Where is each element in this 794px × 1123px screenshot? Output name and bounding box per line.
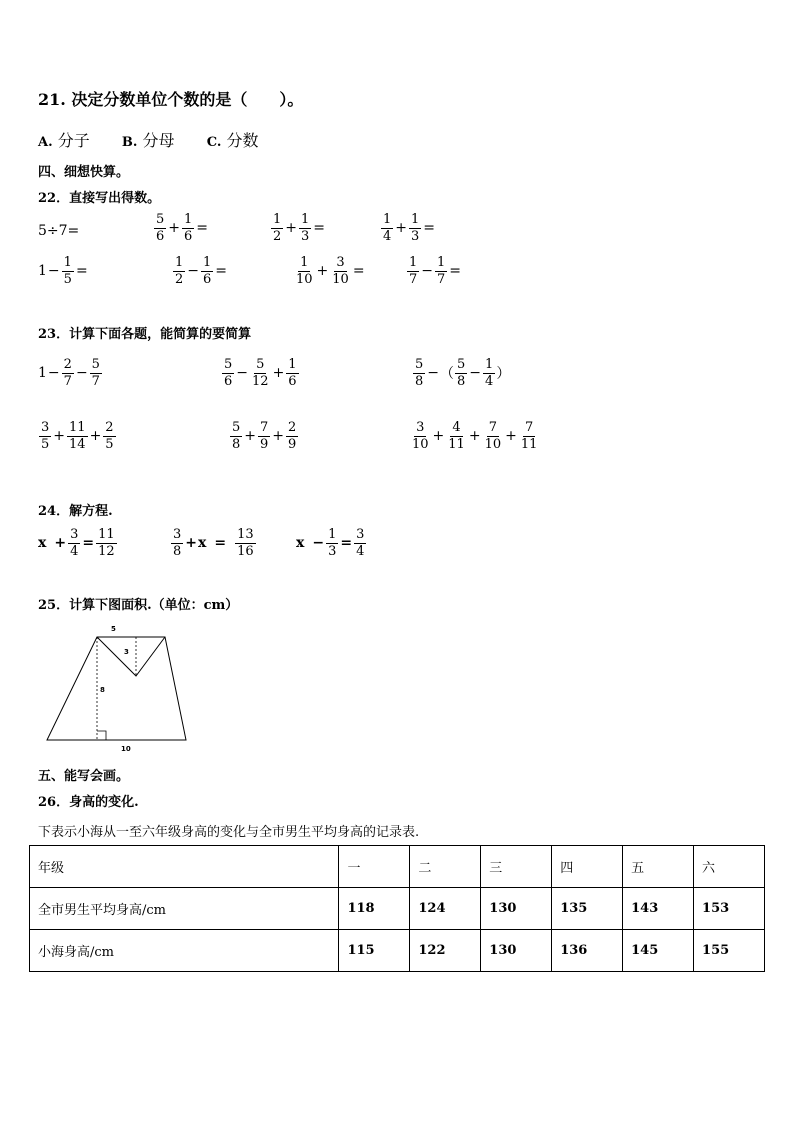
- option-a[interactable]: A. 分子: [38, 131, 90, 150]
- table-cell: 130: [481, 888, 552, 930]
- q23-e6: $\frac{3}{10}$ + $\frac{4}{11}$ + $\frac{7}{10}$ + $\frac{7}{11}$: [412, 420, 538, 452]
- q26-description: 下表示小海从一至六年级身高的变化与全市男生平均身高的记录表.: [38, 825, 420, 840]
- q26-title: 26．身高的变化.: [38, 795, 139, 810]
- q24-title: 24．解方程.: [38, 504, 113, 519]
- q21-stem: 21. 决定分数单位个数的是（ ）。: [38, 90, 304, 109]
- q23-e1: 1 − $\frac{2}{7}$ − $\frac{5}{7}$: [38, 357, 100, 389]
- table-header-row: [30, 846, 765, 888]
- q22-title: 22．直接写出得数。: [38, 191, 161, 206]
- q23-e4: $\frac{3}{5}$ + $\frac{11}{14}$ + $\frac{2}{5}$: [41, 420, 114, 452]
- table-cell: 145: [623, 930, 694, 972]
- height-table: [29, 845, 765, 972]
- label-notch: 3: [124, 648, 129, 656]
- header-cell: 三: [481, 846, 552, 888]
- q22-e3: $\frac{1}{2}$ + $\frac{1}{3}$ =: [273, 212, 326, 244]
- label-bottom: 10: [121, 745, 131, 753]
- q24-e3: x − $\frac{1}{3}$ = $\frac{3}{4}$: [296, 527, 365, 559]
- header-cell: 一: [339, 846, 410, 888]
- table-cell: 130: [481, 930, 552, 972]
- q22-e6: $\frac{1}{2}$ − $\frac{1}{6}$ =: [175, 255, 228, 287]
- header-cell: 五: [623, 846, 694, 888]
- label-top: 5: [111, 625, 116, 633]
- table-row: [30, 888, 765, 930]
- q22-e1: 5÷7=: [38, 223, 80, 239]
- row-label: 小海身高/cm: [30, 930, 339, 972]
- table-cell: 136: [552, 930, 623, 972]
- header-cell: 二: [410, 846, 481, 888]
- q24-e2: $\frac{3}{8}$ + x = $\frac{13}{16}$: [173, 527, 254, 559]
- table-cell: 115: [339, 930, 410, 972]
- table-cell: 118: [339, 888, 410, 930]
- row-label: 全市男生平均身高/cm: [30, 888, 339, 930]
- q22-e5: 1 − $\frac{1}{5}$ =: [38, 255, 88, 287]
- q24-e1: x + $\frac{3}{4}$ = $\frac{11}{12}$: [38, 527, 115, 559]
- header-cell: 六: [694, 846, 765, 888]
- q22-e8: $\frac{1}{7}$ − $\frac{1}{7}$ =: [409, 255, 462, 287]
- q23-e5: $\frac{5}{8}$ + $\frac{7}{9}$ + $\frac{2}{9}$: [232, 420, 297, 452]
- table-cell: 143: [623, 888, 694, 930]
- option-b[interactable]: B. 分母: [121, 131, 175, 150]
- section-4-heading: 四、细想快算。: [38, 165, 130, 180]
- table-row: [30, 930, 765, 972]
- option-c[interactable]: C. 分数: [206, 131, 259, 150]
- table-cell: 135: [552, 888, 623, 930]
- q21-options: [38, 128, 259, 151]
- header-cell: 年级: [30, 846, 339, 888]
- q22-e7: $\frac{1}{10}$ + $\frac{3}{10}$ =: [296, 255, 365, 287]
- q22-e4: $\frac{1}{4}$ + $\frac{1}{3}$ =: [383, 212, 436, 244]
- q23-e2: $\frac{5}{6}$ − $\frac{5}{12}$ + $\frac{1}{6}$: [224, 357, 297, 389]
- table-cell: 122: [410, 930, 481, 972]
- table-cell: 155: [694, 930, 765, 972]
- section-5-heading: 五、能写会画。: [38, 769, 130, 784]
- q25-title: 25．计算下图面积.（单位：cm）: [38, 598, 239, 613]
- header-cell: 四: [552, 846, 623, 888]
- q23-e3: $\frac{5}{8}$ − （ $\frac{5}{8}$ − $\frac{1}{4}$ ）: [415, 357, 511, 389]
- q22-e2: $\frac{5}{6}$ + $\frac{1}{6}$ =: [156, 212, 209, 244]
- table-cell: 124: [410, 888, 481, 930]
- label-height: 8: [100, 686, 105, 694]
- table-cell: 153: [694, 888, 765, 930]
- trapezoid-figure: [40, 620, 200, 755]
- q23-title: 23．计算下面各题，能简算的要简算: [38, 327, 252, 342]
